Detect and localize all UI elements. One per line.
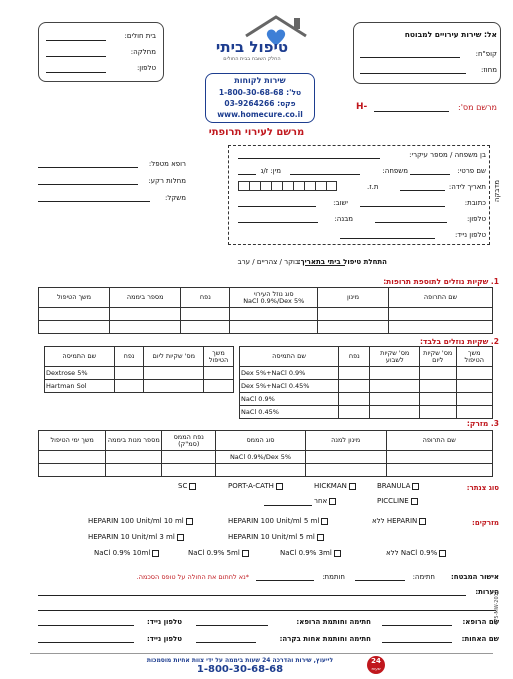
nacl-10-checkbox[interactable] (152, 550, 159, 557)
to-label: אל: שירות עירויים למבוטח (404, 30, 497, 39)
dob-field[interactable] (400, 190, 445, 191)
table-cell[interactable] (339, 406, 370, 419)
catheter-branula[interactable] (377, 482, 421, 490)
hickman-checkbox[interactable] (349, 483, 356, 490)
s3-col-dose: מינון למנה (305, 431, 386, 451)
family-field[interactable] (238, 158, 380, 159)
service-phone: טל': 1-800-30-68-68 (218, 88, 302, 97)
table-cell[interactable] (230, 308, 318, 321)
s2l-row-1: Hartman Sol (45, 380, 115, 393)
catheter-hickman[interactable] (314, 482, 358, 490)
table-cell[interactable] (114, 367, 144, 380)
table-cell[interactable] (305, 464, 386, 477)
doctor-mobile-label: טלפון נייד: (146, 618, 182, 626)
section3-title: 3. מזרק: (466, 419, 499, 428)
id-digit-boxes[interactable] (238, 181, 337, 191)
service-fax: פקס: 03-9264266 (224, 99, 296, 108)
section2-left-table (44, 346, 234, 393)
approval-stamp-label: חותמת: (322, 573, 345, 581)
no-nacl-label: ללא NaCl 0.9% (386, 549, 438, 557)
table-cell[interactable] (370, 367, 420, 380)
approval-stamp-field[interactable] (256, 580, 314, 581)
hep100-10-checkbox[interactable] (186, 518, 193, 525)
hospital-label: בית חולים: (124, 32, 156, 40)
s1-col-drug: שם התרופה (389, 288, 493, 308)
s2r-col-per-week: מס' שקיות לשבוע (370, 347, 420, 367)
picc-label: PICCLINE (377, 497, 409, 505)
s2l-col-per-day: מס' שקיות ליום (144, 347, 204, 367)
s2r-col-per-day: מס' שקיות ליום (420, 347, 457, 367)
table-cell[interactable] (339, 367, 370, 380)
fund-label: קופ"ח: (475, 50, 497, 58)
hep10-3-checkbox[interactable] (177, 534, 184, 541)
other-label: אחר (314, 497, 328, 505)
remarks-line-2[interactable] (38, 610, 496, 611)
doctor-name-label: שם הרופא: (462, 618, 499, 626)
hep10-5-checkbox[interactable] (317, 534, 324, 541)
flush-no-nacl[interactable] (386, 549, 448, 557)
family-label: בן משפחה / מספר עיקרי: (409, 151, 486, 159)
s3-col-drug: שם התרופה (386, 431, 492, 451)
table-cell[interactable] (317, 308, 388, 321)
nacl-3-label: NaCl 0.9% 3ml (280, 549, 332, 557)
nacl-5-checkbox[interactable] (242, 550, 249, 557)
table-cell[interactable] (110, 321, 181, 334)
table-cell[interactable] (420, 380, 457, 393)
no-heparin-label: ללא HEPARIN (372, 517, 418, 525)
approval-signature-label: חתימה: (412, 573, 435, 581)
prescription-no-label: מרשם מס': (458, 103, 497, 112)
entry-field[interactable] (238, 222, 318, 223)
sc-checkbox[interactable] (189, 483, 196, 490)
nurse-name-field[interactable] (382, 642, 452, 643)
doctor-name-field[interactable] (382, 625, 452, 626)
doctor-sign-label: חתימה וחותמת הרופא: (296, 618, 371, 626)
table-cell[interactable] (110, 308, 181, 321)
mobile-label: טלפון נייד: (454, 231, 486, 239)
badge-number: 24 (371, 657, 381, 665)
nacl-3-checkbox[interactable] (334, 550, 341, 557)
flush-nacl-3[interactable] (280, 549, 343, 557)
s2l-col-solution: שם התמיסה (45, 347, 115, 367)
table-cell[interactable] (39, 308, 110, 321)
table-cell[interactable] (204, 367, 234, 380)
table-cell[interactable] (230, 321, 318, 334)
no-heparin-checkbox[interactable] (419, 518, 426, 525)
doctor-referral-field[interactable] (38, 167, 138, 168)
s3-col-doses-day: מספר מנות ביממה (106, 431, 162, 451)
footer-phone: 1-800-30-68-68 (196, 664, 284, 675)
port-checkbox[interactable] (276, 483, 283, 490)
mobile-field[interactable] (340, 238, 435, 239)
doctor-referral-label: רופא מטפל: (148, 160, 186, 168)
catheter-label: סוג צנתר: (466, 484, 499, 492)
catheter-picc[interactable] (377, 497, 420, 505)
s1-col-fluid (230, 288, 318, 308)
background-label: מחלות רקע: (148, 177, 186, 185)
sc-label: SC (178, 482, 188, 490)
s2r-row-2: NaCl 0.9% (240, 393, 339, 406)
hickman-label: HICKMAN (314, 482, 347, 490)
other-checkbox[interactable] (329, 498, 336, 505)
catheter-other-field[interactable] (264, 505, 312, 506)
table-cell[interactable] (370, 380, 420, 393)
branula-checkbox[interactable] (412, 483, 419, 490)
table-cell[interactable] (162, 464, 216, 477)
s1-col-duration: משך הטיפול (39, 288, 110, 308)
nacl-10-label: NaCl 0.9% 10ml (94, 549, 151, 557)
table-cell[interactable] (456, 393, 493, 406)
badge-word: שעות (371, 666, 381, 671)
phone-label: טלפון: (136, 64, 156, 72)
s3-col-solvent-volume: נפח הממס (סמ"ק) (162, 431, 216, 451)
s3-col-solvent: סוג הממס (216, 431, 306, 451)
nacl-5-label: NaCl 0.9% 5ml (188, 549, 240, 557)
s1-col-volume: נפח (181, 288, 230, 308)
table-cell[interactable] (181, 321, 230, 334)
hospital-field[interactable] (46, 40, 106, 41)
start-times: בוקר / צהריים / ערב (237, 258, 299, 266)
table-cell[interactable] (386, 464, 492, 477)
table-cell[interactable] (339, 393, 370, 406)
hep100-5-label: HEPARIN 100 Unit/ml 5 ml (228, 517, 320, 525)
table-cell[interactable] (39, 321, 110, 334)
hep100-10-label: HEPARIN 100 Unit/ml 10 ml (88, 517, 184, 525)
footer-text: לייעוץ, שירות והדרכה 24 שעות ביממה על ידי צוות אחיות מוסמכות (146, 657, 334, 664)
table-cell[interactable] (144, 367, 204, 380)
table-cell[interactable] (39, 464, 106, 477)
s3-col-days: משך ימי הטיפול (39, 431, 106, 451)
no-nacl-checkbox[interactable] (439, 550, 446, 557)
table-cell[interactable] (39, 451, 106, 464)
district-field[interactable] (360, 73, 466, 74)
section1-title: 1. שקיות נוזלים לתוספת תרופות: (383, 277, 499, 286)
s2r-row-1: Dex 5%+NaCl 0.45% (240, 380, 339, 393)
id-label: ת.ז. (367, 183, 379, 191)
table-cell[interactable] (389, 321, 493, 334)
branula-label: BRANULA (377, 482, 411, 490)
table-cell[interactable] (420, 406, 457, 419)
gender-label: מין: ז/נ (260, 167, 281, 175)
logo-tagline: החלק השובח בבית החולים (223, 56, 281, 62)
table-cell[interactable] (305, 451, 386, 464)
address-label: כתובת: (464, 199, 486, 207)
approval-label: אישור המבטח: (450, 573, 499, 581)
doctor-sign-field[interactable] (196, 625, 268, 626)
nurse-name-label: שם האחות: (461, 635, 499, 643)
s1-col-dose: מינון (317, 288, 388, 308)
weight-field[interactable] (38, 201, 150, 202)
dob-label: תאריך לידה: (448, 183, 486, 191)
catheter-other[interactable] (314, 497, 338, 505)
s2l-col-duration: משך הטיפול (204, 347, 234, 367)
remarks-line-1[interactable] (38, 595, 466, 596)
remarks-label: הערות: (475, 588, 499, 596)
table-cell[interactable] (339, 380, 370, 393)
flush-hep10-3[interactable] (88, 533, 186, 541)
s2r-row-3: NaCl 0.45% (240, 406, 339, 419)
table-cell[interactable] (181, 308, 230, 321)
table-cell[interactable] (370, 393, 420, 406)
side-code: 475-MW-2018 (494, 590, 500, 625)
start-date-field[interactable] (305, 265, 345, 266)
weight-label: משקל: (164, 194, 186, 202)
nurse-mobile-field[interactable] (38, 642, 134, 643)
table-cell[interactable] (114, 380, 144, 393)
address-field[interactable] (360, 206, 445, 207)
city-field[interactable] (238, 206, 316, 207)
phone-field[interactable] (46, 72, 106, 73)
department-label: מחלקה: (130, 48, 156, 56)
approval-note: *נא לחתום את החולה על טופס הסכמה. (136, 573, 249, 581)
s2r-row-0: Dex 5%+NaCl 0.9% (240, 367, 339, 380)
s2l-col-volume: נפח (114, 347, 144, 367)
table-cell[interactable] (216, 464, 306, 477)
table-cell[interactable] (162, 451, 216, 464)
first-name-label: שם פרטי: (457, 167, 486, 175)
nurse-sign-label: חתימה וחותמת אחות בקרה: (279, 635, 371, 643)
logo-name: טיפול ביתי (215, 38, 289, 56)
table-cell[interactable] (456, 380, 493, 393)
s2r-col-volume: נפח (339, 347, 370, 367)
hep10-3-label: HEPARIN 10 Unit/ml 3 ml (88, 533, 175, 541)
form-title: מרשם לעירוי תרופתי (208, 127, 305, 138)
table-cell[interactable] (386, 451, 492, 464)
table-cell[interactable] (370, 406, 420, 419)
prescription-no-field[interactable] (374, 111, 449, 112)
s3-solvent-0: NaCl 0.9%/Dex 5% (216, 451, 306, 464)
fund-field[interactable] (360, 57, 460, 58)
s2r-col-solution: שם התמיסה (240, 347, 339, 367)
district-label: מחוז: (480, 66, 497, 74)
footer-divider (30, 653, 493, 654)
service-title: שירות לקוחות (234, 76, 286, 85)
first-name-field[interactable] (410, 174, 450, 175)
section1-table (38, 287, 493, 334)
s2r-col-duration: משך הטיפול (456, 347, 493, 367)
flushes-label: מזרקים: (472, 519, 499, 527)
table-cell[interactable] (456, 406, 493, 419)
section2-right-table (239, 346, 493, 419)
hep100-5-checkbox[interactable] (321, 518, 328, 525)
start-label: התחלת טיפול ביתי בתאריך: (297, 258, 387, 266)
sticker-phone-field[interactable] (375, 222, 447, 223)
entry-label: מבנה: (334, 215, 353, 223)
table-cell[interactable] (106, 451, 162, 464)
table-cell[interactable] (389, 308, 493, 321)
catheter-sc[interactable] (178, 482, 198, 490)
flush-hep100-10[interactable] (88, 517, 195, 525)
flush-nacl-10[interactable] (94, 549, 161, 557)
s1-col-per-day: מספר ביממה (110, 288, 181, 308)
table-cell[interactable] (456, 367, 493, 380)
table-cell[interactable] (317, 321, 388, 334)
flush-nacl-5[interactable] (188, 549, 251, 557)
hep10-5-label: HEPARIN 10 Unit/ml 5 ml (228, 533, 315, 541)
city-label: ישוב: (333, 199, 348, 207)
table-cell[interactable] (420, 393, 457, 406)
section3-table (38, 430, 493, 477)
flush-hep10-5[interactable] (228, 533, 326, 541)
last-name-label: משפחה: (382, 167, 408, 175)
badge-24-icon (367, 656, 385, 674)
prescription-prefix: H- (356, 102, 368, 112)
doctor-mobile-field[interactable] (38, 625, 134, 626)
table-cell[interactable] (204, 380, 234, 393)
service-web: www.homecure.co.il (217, 110, 303, 119)
port-label: PORT-A-CATH (228, 482, 274, 490)
nurse-sign-field[interactable] (196, 642, 256, 643)
flush-hep100-5[interactable] (228, 517, 330, 525)
s1-col-fluid-text: סוג נוזל העירוי NaCl 0.9%/Dex 5% (243, 289, 305, 305)
patient-sticker-area (228, 145, 490, 245)
catheter-port[interactable] (228, 482, 285, 490)
approval-signature-field[interactable] (355, 580, 405, 581)
background-field[interactable] (38, 184, 138, 185)
department-field[interactable] (46, 56, 106, 57)
table-cell[interactable] (106, 464, 162, 477)
gender-field[interactable] (238, 174, 256, 175)
table-cell[interactable] (420, 367, 457, 380)
s2l-row-0: Dextrose 5% (45, 367, 115, 380)
last-name-field[interactable] (290, 174, 360, 175)
flush-no-heparin[interactable] (372, 517, 428, 525)
sticker-phone-label: טלפון: (466, 215, 486, 223)
nurse-mobile-label: טלפון נייד: (146, 635, 182, 643)
table-cell[interactable] (144, 380, 204, 393)
picc-checkbox[interactable] (411, 498, 418, 505)
sticker-side-label: מדבקה (493, 180, 501, 203)
section2-title: 2. שקיות נוזלים בלבד: (419, 337, 499, 346)
